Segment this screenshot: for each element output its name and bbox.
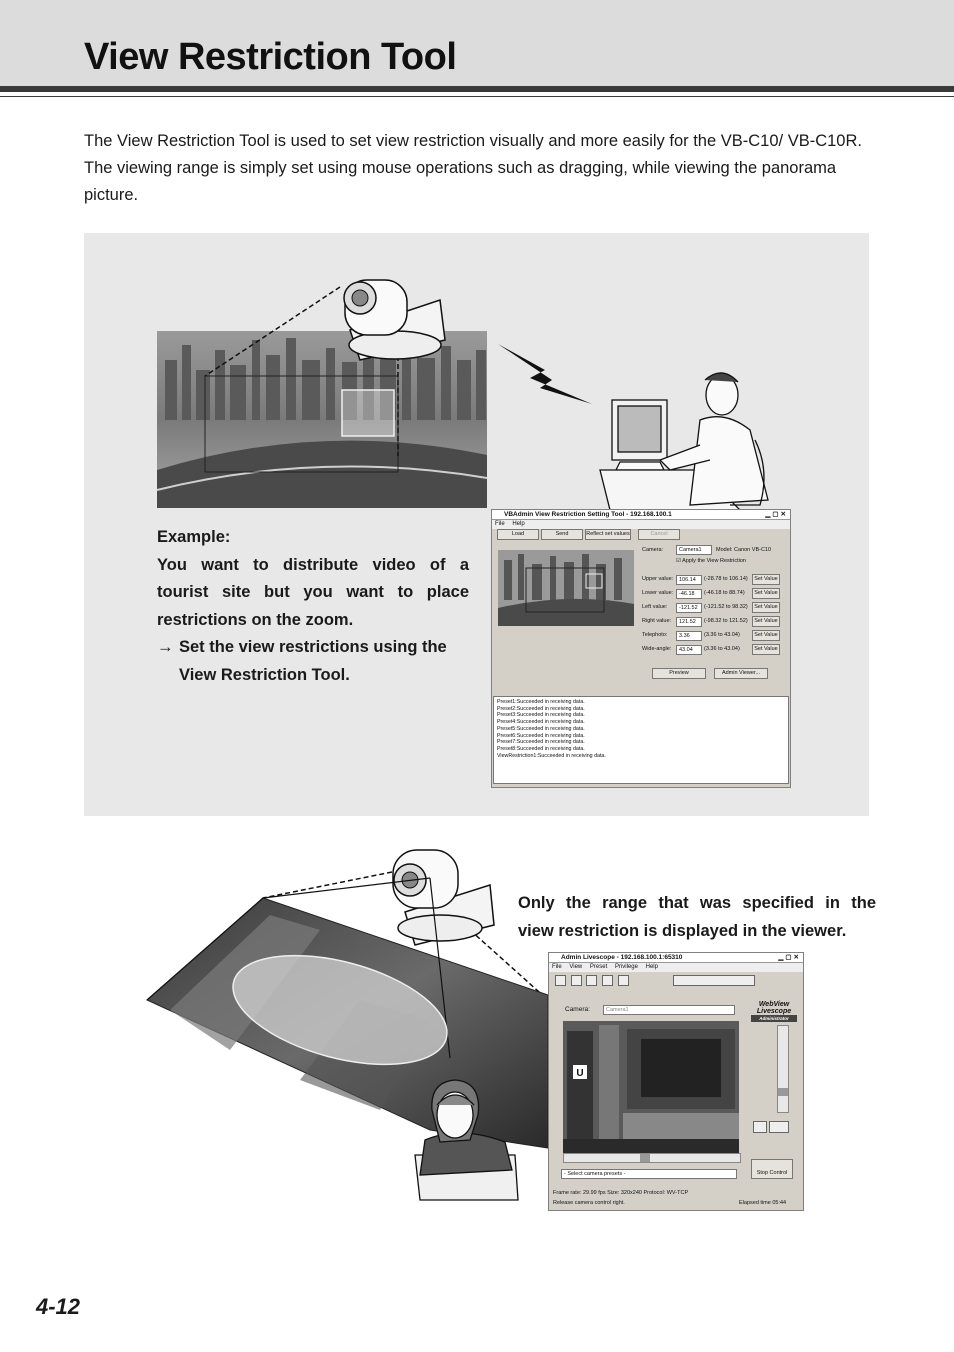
- set-value-button[interactable]: Set Value: [752, 588, 780, 599]
- menu-file[interactable]: File: [495, 521, 505, 527]
- log-line: Preset5:Succeeded in receiving data.: [497, 725, 585, 732]
- viewer-caption: [518, 890, 876, 945]
- example-line: Set the view restrictions using the: [179, 638, 447, 656]
- toolbar-icon[interactable]: [555, 975, 566, 986]
- logo-text: Administrator: [751, 1015, 797, 1022]
- status-log: [493, 696, 789, 784]
- panorama-image: [157, 331, 487, 508]
- camera-label: Camera:: [642, 547, 664, 553]
- right-arrow-icon: →: [157, 638, 174, 656]
- value-label: Telephoto:: [642, 632, 668, 638]
- restriction-tool-window: [491, 509, 791, 788]
- log-line: Preset6:Succeeded in receiving data.: [497, 732, 585, 739]
- example-line: restrictions on the zoom.: [157, 610, 354, 629]
- preview-button[interactable]: Preview: [652, 668, 706, 679]
- example-heading: Example:: [157, 528, 231, 546]
- viewer-camera-select[interactable]: Camera1: [603, 1005, 735, 1015]
- viewer-camera-label: Camera:: [565, 1006, 590, 1013]
- cancel-button[interactable]: Cancel: [638, 529, 680, 540]
- release-text: Release camera control right.: [553, 1200, 625, 1206]
- menu-help[interactable]: Help: [512, 521, 525, 527]
- value-input[interactable]: 43.04: [676, 645, 702, 655]
- log-line: Preset2:Succeeded in receiving data.: [497, 705, 585, 712]
- live-video[interactable]: [563, 1021, 747, 1153]
- viewer-menu-help[interactable]: Help: [645, 964, 658, 970]
- value-range: (-28.78 to 106.14): [704, 576, 748, 582]
- status-readout: Frame rate: 29.99 fps Size: 320x240 Protocol: WV-TCP: [553, 1190, 689, 1196]
- set-value-button[interactable]: Set Value: [752, 630, 780, 641]
- admin-viewer-button[interactable]: Admin Viewer...: [714, 668, 768, 679]
- load-button[interactable]: Load: [497, 529, 539, 540]
- value-label: Lower value:: [642, 590, 674, 596]
- toolbar-icon[interactable]: [571, 975, 582, 986]
- viewer-menu-view[interactable]: View: [569, 964, 583, 970]
- logo-text: Livescope: [756, 1008, 792, 1015]
- value-label: Upper value:: [642, 576, 674, 582]
- example-line: View Restriction Tool.: [179, 665, 350, 684]
- pan-slider-thumb[interactable]: [640, 1154, 650, 1162]
- value-label: Left value:: [642, 604, 668, 610]
- window-title: VBAdmin View Restriction Setting Tool - 192.168.100.1: [504, 511, 672, 518]
- viewer-menu-file[interactable]: File: [552, 964, 562, 970]
- log-line: Preset7:Succeeded in receiving data.: [497, 739, 585, 746]
- viewer-menu-bar: [549, 963, 803, 972]
- viewer-titlebar: [549, 953, 803, 963]
- webview-logo: [751, 1001, 797, 1022]
- log-line: Preset8:Succeeded in receiving data.: [497, 745, 585, 752]
- set-value-button[interactable]: Set Value: [752, 574, 780, 585]
- example-solution: [157, 634, 469, 689]
- viewer-title: Admin Livescope - 192.168.100.1:65310: [561, 954, 683, 961]
- panorama-preview[interactable]: [498, 550, 634, 626]
- toolbar-icon[interactable]: [618, 975, 629, 986]
- viewer-menu-privilege[interactable]: Privilege: [614, 964, 638, 970]
- menu-bar: [492, 520, 790, 529]
- zoom-slider[interactable]: [777, 1025, 789, 1113]
- value-range: (3.36 to 43.04): [704, 646, 740, 652]
- send-button[interactable]: Send: [541, 529, 583, 540]
- value-input[interactable]: 3.36: [676, 631, 702, 641]
- lightning-icon: [498, 344, 592, 404]
- viewer-window-controls[interactable]: ▁▢✕: [778, 954, 801, 961]
- toolbar-dropdown[interactable]: [673, 975, 755, 986]
- svg-text:U: U: [576, 1068, 584, 1079]
- window-titlebar: [492, 510, 790, 520]
- zoom-slider-thumb[interactable]: [778, 1088, 788, 1096]
- logo-text: WebView: [758, 1001, 790, 1008]
- stop-control-button[interactable]: Stop Control: [751, 1159, 793, 1179]
- set-value-button[interactable]: Set Value: [752, 616, 780, 627]
- value-range: (3.36 to 43.04): [704, 632, 740, 638]
- value-label: Wide-angle:: [642, 646, 672, 652]
- snapshot-icon[interactable]: [769, 1121, 789, 1133]
- intro-paragraph: The View Restriction Tool is used to set view restriction visually and more easily for the VB-C10/ VB-C10R. The viewing range is simply set using mouse operations such as dragging, while viewing the panorama picture.: [84, 132, 862, 204]
- log-line: Preset4:Succeeded in receiving data.: [497, 719, 585, 726]
- apply-restriction-checkbox[interactable]: ☑ Apply the View Restriction: [676, 558, 746, 564]
- value-range: (-98.32 to 121.52): [704, 618, 748, 624]
- livescope-viewer-window: [548, 952, 804, 1211]
- value-input[interactable]: 106.14: [676, 575, 702, 585]
- preset-select[interactable]: - Select camera presets -: [561, 1169, 737, 1179]
- backlight-icon[interactable]: [753, 1121, 767, 1133]
- caption-line: view restriction is displayed in the viewer.: [518, 921, 847, 940]
- page-title: View Restriction Tool: [84, 36, 457, 78]
- example-line: You want to distribute video of a: [157, 555, 469, 574]
- log-line: Preset1:Succeeded in receiving data.: [497, 699, 585, 705]
- reflect-values-button[interactable]: Reflect set values: [585, 529, 631, 540]
- log-line: Preset3:Succeeded in receiving data.: [497, 712, 585, 719]
- value-input[interactable]: -46.18: [676, 589, 702, 599]
- elapsed-time: Elapsed time 05:44: [739, 1200, 787, 1206]
- value-input[interactable]: -121.52: [676, 603, 702, 613]
- example-text: [157, 524, 469, 689]
- value-range: (-121.52 to 98.32): [704, 604, 748, 610]
- value-range: (-46.18 to 88.74): [704, 590, 745, 596]
- caption-line: Only the range that was specified in the: [518, 894, 876, 912]
- log-lines: [497, 699, 785, 759]
- toolbar-icon[interactable]: [586, 975, 597, 986]
- pc-user-illustration: [600, 373, 768, 510]
- apply-restriction-label: Apply the View Restriction: [682, 558, 746, 564]
- viewer-toolbar: [555, 975, 795, 987]
- value-input[interactable]: 121.52: [676, 617, 702, 627]
- camera-select[interactable]: Camera1: [676, 545, 712, 555]
- value-label: Right value:: [642, 618, 672, 624]
- page-number: 4-12: [36, 1294, 81, 1319]
- set-value-button[interactable]: Set Value: [752, 644, 780, 655]
- set-value-button[interactable]: Set Value: [752, 602, 780, 613]
- log-line: ViewRestriction1:Succeeded in receiving data.: [497, 752, 606, 759]
- model-label: Model: Canon VB-C10: [716, 547, 772, 553]
- pan-slider[interactable]: [563, 1153, 741, 1163]
- window-controls[interactable]: ▁▢✕: [765, 511, 788, 518]
- toolbar-icon[interactable]: [602, 975, 613, 986]
- example-line: tourist site but you want to place: [157, 583, 469, 601]
- viewer-menu-preset[interactable]: Preset: [589, 964, 608, 970]
